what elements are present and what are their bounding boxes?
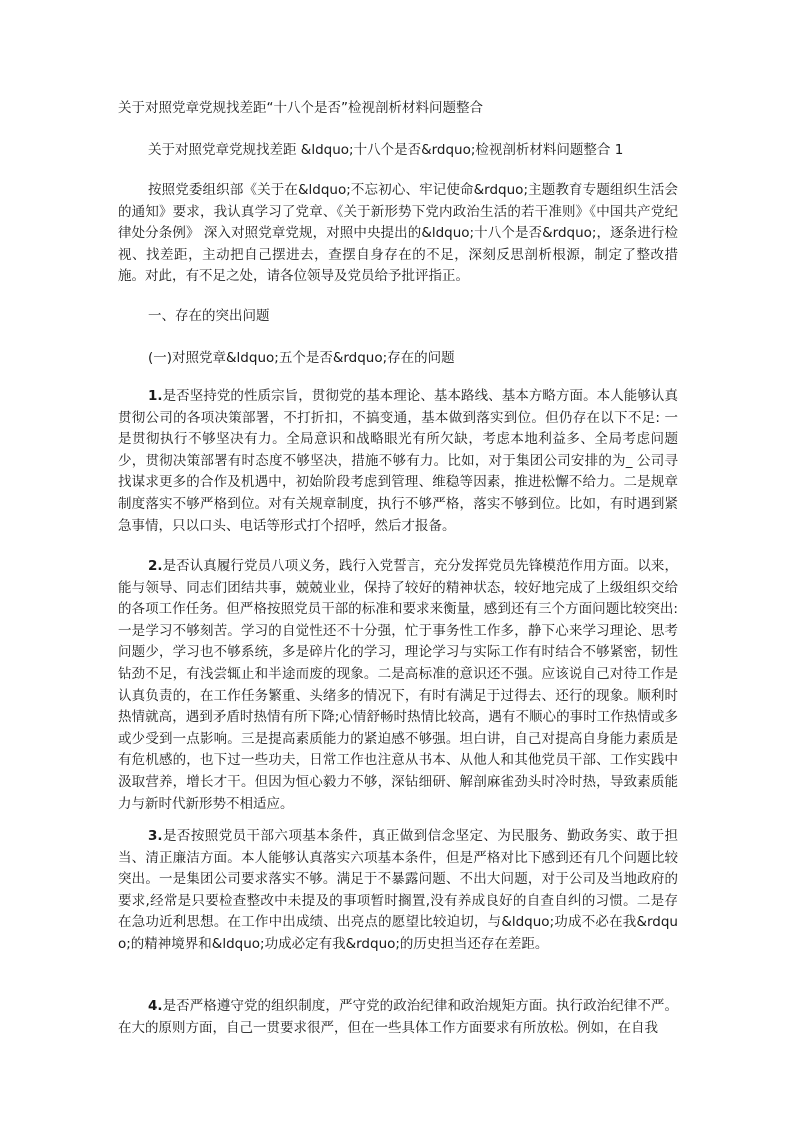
section-heading: 一、存在的突出问题 xyxy=(148,308,270,324)
item-text: 是否认真履行党员八项义务，践行入党誓言，充分发挥党员先锋模范作用方面。以来，能与领导、同志们团结共事，兢兢业业，保持了较好的精神状态，较好地完成了上级组织交给的各项工作任务。但严格按照党员干部的标准和要求来衡量，感到还有三个方面问题比较突出: 一是学习不够刻苦。学习的自觉性还不十分强，忙于事务性工作多，静下心来学习理论、思考问题少，学习也不够系统，多是碎片化的学习，理论学习与实际工作有时结合不够紧密，韧性钻劲不足，有浅尝辄止和半途而废的现象。二是高标准的意识还不强。应该说自己对待工作是认真负责的，在工作任务繁重、头绪多的情况下，有时有满足于过得去、还行的现象。顺利时热情就高，遇到矛盾时热情有所下降;心情舒畅时热情比较高，遇有不顺心的事时工作热情或多或少受到一点影响。三是提高素质能力的紧迫感不够强。坦白讲，自己对提高自身能力素质是有危机感的，也下过一些功夫，日常工作也注意从书本、从他人和其他党员干部、工作实践中汲取营养，增长才干。但因为恒心毅力不够，深钻细研、解剖麻雀劲头时冷时热，导致素质能力与新时代新形势不相适应。 xyxy=(118,558,678,812)
document-subtitle: 关于对照党章党规找差距 &ldquo;十八个是否&rdquo;检视剖析材料问题整合 1 xyxy=(148,142,624,158)
item-number: 3. xyxy=(148,828,163,844)
item-paragraph-3 xyxy=(118,826,678,956)
item-number: 1. xyxy=(148,388,163,404)
item-text: 是否严格遵守党的组织制度，严守党的政治纪律和政治规矩方面。执行政治纪律不严。在大的原则方面，自己一贯要求很严，但在一些具体工作方面要求有所放松。例如，在自我 xyxy=(118,998,678,1036)
document-title: 关于对照党章党规找差距“十八个是否”检视剖析材料问题整合 xyxy=(118,100,483,116)
subsection-heading: (一)对照党章&ldquo;五个是否&rdquo;存在的问题 xyxy=(148,350,455,366)
item-text: 是否按照党员干部六项基本条件，真正做到信念坚定、为民服务、勤政务实、敢于担当、清正廉洁方面。本人能够认真落实六项基本条件，但是严格对比下感到还有几个问题比较突出。一是集团公司要求落实不够。满足于不暴露问题、不出大问题，对于公司及当地政府的要求,经常是只要检查整改中未提及的事项暂时搁置,没有养成良好的自查自纠的习惯。二是存在急功近利思想。在工作中出成绩、出亮点的愿望比较迫切，与&ldquo;功成不必在我&rdquo;的精神境界和&ldquo;功成必定有我&rdquo;的历史担当还存在差距。 xyxy=(118,828,678,952)
intro-paragraph: 按照党委组织部《关于在&ldquo;不忘初心、牢记使命&rdquo;主题教育专题组织生活会的通知》要求，我认真学习了党章、《关于新形势下党内政治生活的若干准则》《中国共产党纪律处分条例》 深入对照党章党规，对照中央提出的&ldquo;十八个是否&rdquo;，逐条进行检视、找差距，主动把自己摆进去，查摆自身存在的不足，深刻反思剖析根源，制定了整改措施。对此，有不足之处，请各位领导及党员给予批评指正。 xyxy=(118,182,678,285)
item-paragraph-2 xyxy=(118,556,678,815)
item-number: 4. xyxy=(148,998,163,1014)
item-paragraph-4 xyxy=(118,996,678,1039)
item-text: 是否坚持党的性质宗旨，贯彻党的基本理论、基本路线、基本方略方面。本人能够认真贯彻公司的各项决策部署，不打折扣，不搞变通，基本做到落实到位。但仍存在以下不足: 一是贯彻执行不够坚决有力。全局意识和战略眼光有所欠缺，考虑本地利益多、全局考虑问题少，贯彻决策部署有时态度不够坚决，措施不够有力。比如，对于集团公司安排的为_ 公司寻找谋求更多的合作及机遇中，初始阶段考虑到管理、维稳等因素，推进松懈不给力。二是规章制度落实不够严格到位。对有关规章制度，执行不够严格，落实不够到位。比如，有时遇到紧急事情，只以口头、电话等形式打个招呼，然后才报备。 xyxy=(118,388,678,534)
item-number: 2. xyxy=(148,558,163,574)
item-paragraph-1 xyxy=(118,386,678,537)
